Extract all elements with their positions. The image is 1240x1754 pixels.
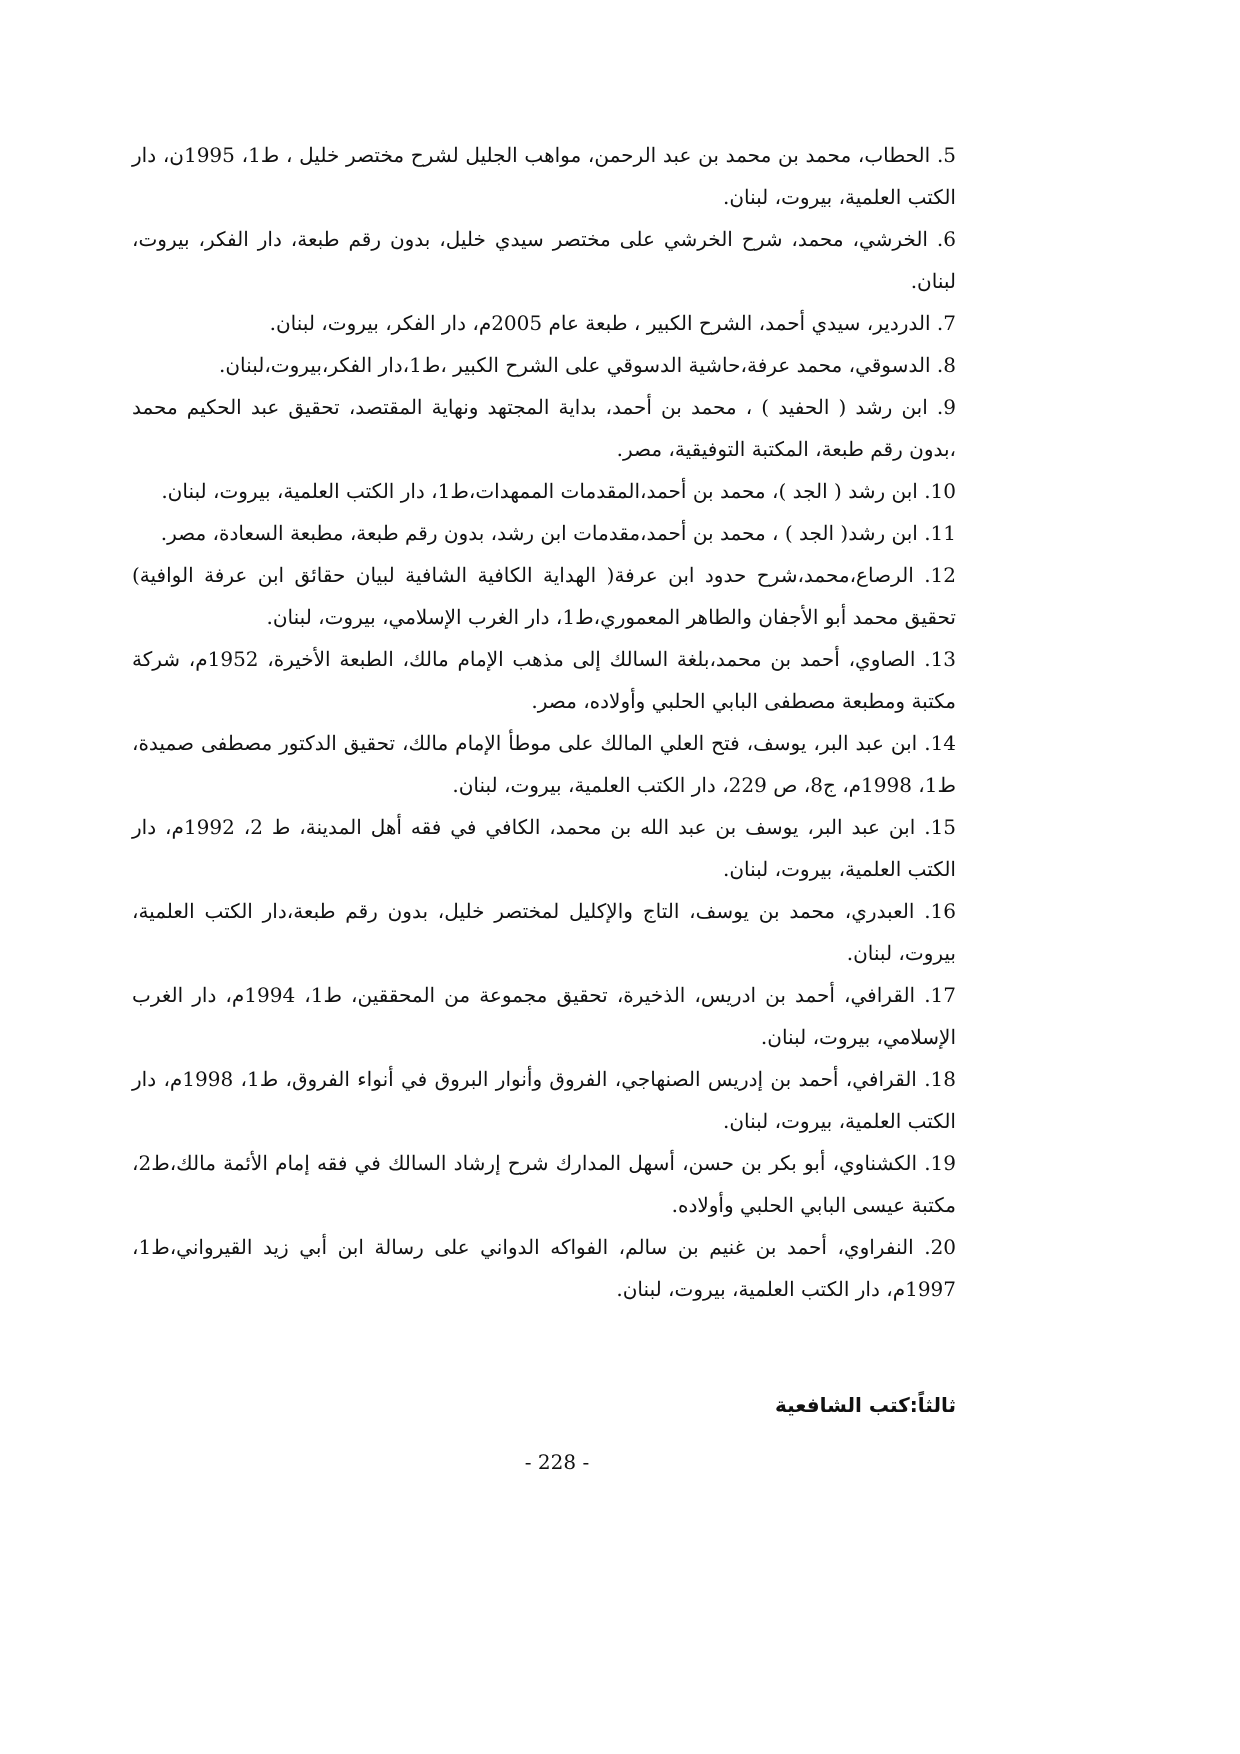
- reference-number: 15.: [924, 815, 957, 839]
- reference-number: 9.: [936, 395, 956, 419]
- reference-text: ابن رشد ( الجد )، محمد بن أحمد،المقدمات الممهدات،ط1، دار الكتب العلمية، بيروت، لبنان.: [161, 479, 918, 503]
- reference-text: القرافي، أحمد بن إدريس الصنهاجي، الفروق وأنوار البروق في أنواء الفروق، ط1، 1998م، دار الكتب العلمية، بيروت، لبنان.: [132, 1067, 956, 1133]
- reference-item: [132, 638, 956, 722]
- reference-number: 12.: [924, 563, 956, 587]
- reference-item: [132, 302, 956, 344]
- reference-number: 10.: [924, 479, 956, 503]
- reference-item: [132, 512, 956, 554]
- reference-item: [132, 1058, 956, 1142]
- reference-text: ابن عبد البر، يوسف بن عبد الله بن محمد، الكافي في فقه أهل المدينة، ط 2، 1992م، دار الكتب العلمية، بيروت، لبنان.: [132, 815, 956, 881]
- reference-text: ابن رشد ( الحفيد ) ، محمد بن أحمد، بداية المجتهد ونهاية المقتصد، تحقيق عبد الحكيم محمد ،بدون رقم طبعة، المكتبة التوفيقية، مصر.: [132, 395, 956, 461]
- reference-number: 18.: [924, 1067, 956, 1091]
- reference-item: [132, 1226, 956, 1310]
- reference-number: 16.: [924, 899, 956, 923]
- reference-item: [132, 890, 956, 974]
- reference-item: [132, 974, 956, 1058]
- reference-item: [132, 344, 956, 386]
- reference-text: ابن رشد( الجد ) ، محمد بن أحمد،مقدمات ابن رشد، بدون رقم طبعة، مطبعة السعادة، مصر.: [160, 521, 918, 545]
- reference-item: [132, 806, 956, 890]
- page-number: - 228 -: [524, 1450, 590, 1474]
- section-heading: ثالثاً:كتب الشافعية: [774, 1393, 956, 1417]
- reference-item: [132, 386, 956, 470]
- reference-number: 8.: [936, 353, 956, 377]
- reference-number: 19.: [924, 1151, 956, 1175]
- reference-number: 14.: [924, 731, 957, 755]
- reference-item: [132, 470, 956, 512]
- reference-text: الكشناوي، أبو بكر بن حسن، أسهل المدارك شرح إرشاد السالك في فقه إمام الأئمة مالك،ط2، مكتبة عيسى البابي الحلبي وأولاده.: [132, 1151, 956, 1217]
- reference-number: 7.: [936, 311, 956, 335]
- reference-text: الدردير، سيدي أحمد، الشرح الكبير ، طبعة عام 2005م، دار الفكر، بيروت، لبنان.: [269, 311, 931, 335]
- reference-text: الدسوقي، محمد عرفة،حاشية الدسوقي على الشرح الكبير ،ط1،دار الفكر،بيروت،لبنان.: [219, 353, 931, 377]
- reference-text: العبدري، محمد بن يوسف، التاج والإكليل لمختصر خليل، بدون رقم طبعة،دار الكتب العلمية، بيروت، لبنان.: [132, 899, 956, 965]
- reference-text: الخرشي، محمد، شرح الخرشي على مختصر سيدي خليل، بدون رقم طبعة، دار الفكر، بيروت، لبنان.: [132, 227, 956, 293]
- reference-list: [132, 134, 956, 1310]
- reference-number: 20.: [924, 1235, 957, 1259]
- reference-text: القرافي، أحمد بن ادريس، الذخيرة، تحقيق مجموعة من المحققين، ط1، 1994م، دار الغرب الإسلامي، بيروت، لبنان.: [132, 983, 956, 1049]
- reference-text: الصاوي، أحمد بن محمد،بلغة السالك إلى مذهب الإمام مالك، الطبعة الأخيرة، 1952م، شركة مكتبة ومطبعة مصطفى البابي الحلبي وأولاده، مصر.: [132, 647, 956, 713]
- reference-number: 5.: [936, 143, 957, 167]
- reference-number: 6.: [936, 227, 956, 251]
- reference-number: 13.: [924, 647, 957, 671]
- reference-text: ابن عبد البر، يوسف، فتح العلي المالك على موطأ الإمام مالك، تحقيق الدكتور مصطفى صميدة، ط1، 1998م، ج8، ص 229، دار الكتب العلمية، بيروت، لبنان.: [132, 731, 956, 797]
- reference-number: 17.: [924, 983, 956, 1007]
- reference-text: النفراوي، أحمد بن غنيم بن سالم، الفواكه الدواني على رسالة ابن أبي زيد القيرواني،ط1، 1997م، دار الكتب العلمية، بيروت، لبنان.: [132, 1235, 956, 1301]
- reference-text: الحطاب، محمد بن محمد بن عبد الرحمن، مواهب الجليل لشرح مختصر خليل ، ط1، 1995ن، دار الكتب العلمية، بيروت، لبنان.: [132, 143, 956, 209]
- reference-item: [132, 554, 956, 638]
- reference-item: [132, 218, 956, 302]
- reference-item: [132, 1142, 956, 1226]
- reference-text: الرصاع،محمد،شرح حدود ابن عرفة( الهداية الكافية الشافية لبيان حقائق ابن عرفة الوافية) تحقيق محمد أبو الأجفان والطاهر المعموري،ط1، دار الغرب الإسلامي، بيروت، لبنان.: [132, 563, 956, 629]
- reference-item: [132, 722, 956, 806]
- reference-number: 11.: [924, 521, 956, 545]
- reference-item: [132, 134, 956, 218]
